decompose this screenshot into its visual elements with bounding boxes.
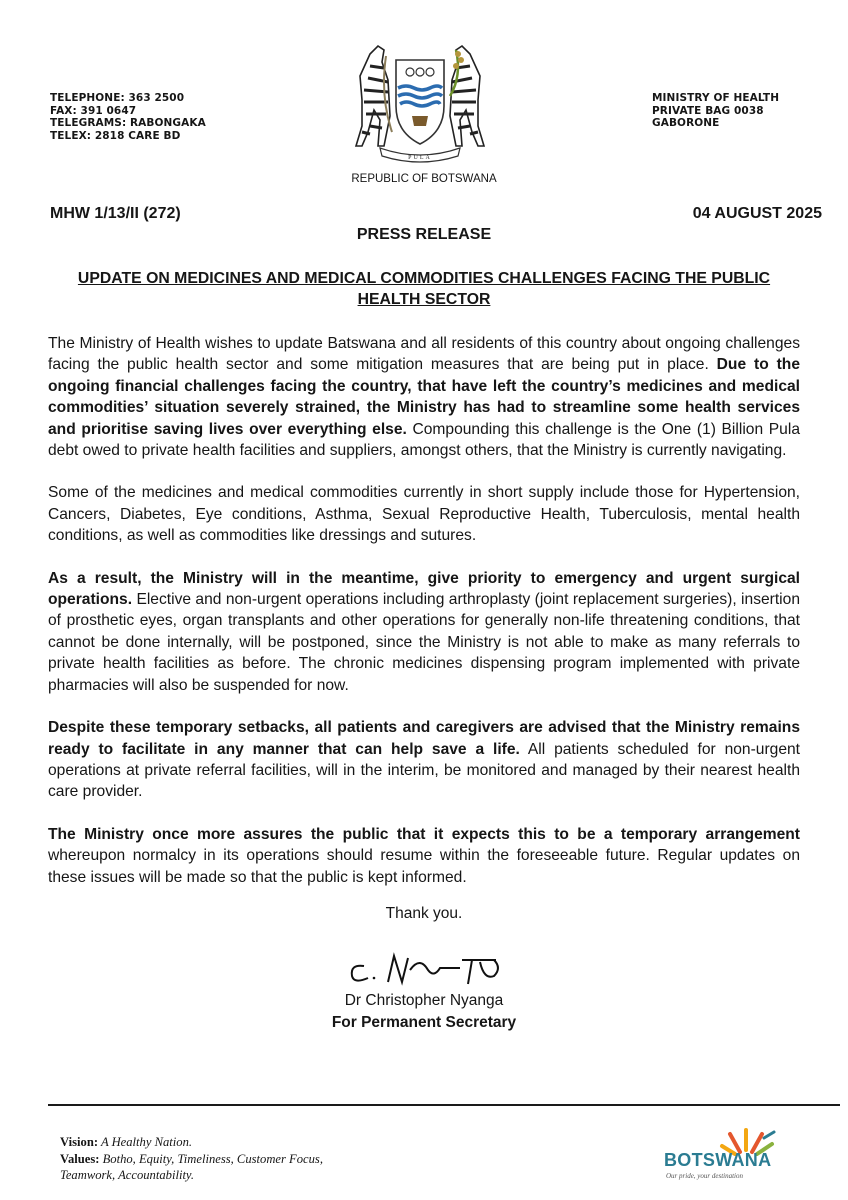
paragraph-5 xyxy=(48,824,800,888)
private-bag: PRIVATE BAG 0038 xyxy=(652,104,764,117)
vision-label: Vision: xyxy=(60,1135,99,1149)
paragraph-3 xyxy=(48,568,800,696)
paragraph-1-debt: Compounding this challenge is the One (1) Billion Pula debt owed to private health facilities and suppliers, amongst others, that the Ministry is currently navigating. xyxy=(48,420,800,460)
coat-of-arms-icon xyxy=(340,36,500,164)
press-release-heading: PRESS RELEASE xyxy=(356,226,492,243)
release-date: 04 AUGUST 2025 xyxy=(692,205,822,222)
republic-label: REPUBLIC OF BOTSWANA xyxy=(351,173,497,185)
paragraph-2-text: Some of the medicines and medical commodities currently in short supply include those for Hypertension, Cancers, Diabetes, Eye conditions, Asthma, Sexual Reproductive Health, Tuberculosis, mental health conditions, as well as commodities like dressings and sutures. xyxy=(48,484,800,545)
signatory-name: Dr Christopher Nyanga xyxy=(344,992,504,1009)
signatory-block xyxy=(0,990,848,1034)
right-zebra xyxy=(450,46,484,146)
contact-block xyxy=(50,92,206,142)
paragraph-4-emphasis: Despite these temporary setbacks, all patients and caregivers are advised that the Ministry remains ready to facilitate in any manner that can help save a life. xyxy=(48,719,800,758)
footer-vision-values xyxy=(60,1134,323,1184)
paragraph-1-intro: The Ministry of Health wishes to update Batswana and all residents of this country about ongoing challenges facing the public health sector and some mitigation measures that are being put in place. xyxy=(48,335,800,374)
paragraph-3-emphasis: As a result, the Ministry will in the meantime, give priority to emergency and urgent surgical operations. xyxy=(48,569,800,609)
telegrams: TELEGRAMS: RABONGAKA xyxy=(50,117,206,129)
telex: TELEX: 2818 CARE BD xyxy=(50,129,181,142)
values-text-line2: Teamwork, Accountability. xyxy=(60,1168,194,1182)
brand-tagline: Our pride, your destination xyxy=(666,1172,743,1180)
paragraph-4 xyxy=(48,717,800,803)
paragraph-5-emphasis: The Ministry once more assures the public that it expects this to be a temporary arrangement xyxy=(48,825,800,843)
botswana-brand-logo xyxy=(660,1126,810,1186)
values-text-line1: Botho, Equity, Timeliness, Customer Focus, xyxy=(102,1151,323,1166)
signature-icon xyxy=(344,948,514,992)
vision-text: A Healthy Nation. xyxy=(100,1135,193,1149)
paragraph-4-text: All patients scheduled for non-urgent operations at private referral facilities, will in the interim, be monitored and managed by their nearest health care provider. xyxy=(48,740,801,801)
document-title: UPDATE ON MEDICINES AND MEDICAL COMMODITIES CHALLENGES FACING THE PUBLIC HEALTH SECTOR xyxy=(77,270,771,308)
paragraph-1-emphasis: Due to the ongoing financial challenges facing the country, that have left the country’s medicines and medical commodities’ situation severely strained, the Ministry has had to streamline some health services and prioritise saving lives over everything else. xyxy=(48,356,800,438)
fax: FAX: 391 0647 xyxy=(50,104,137,117)
paragraph-3-text: Elective and non-urgent operations including arthroplasty (joint replacement surgeries), insertion of prosthetic eyes, organ transplants and other operations for generally non-life threatening conditions, that cannot be done internally, will be postponed, since the Ministry is not able to make as many referrals to private health facilities as before. The chronic medicines dispensing program implemented with private pharmacies will also be suspended for now. xyxy=(48,591,800,694)
brand-name: BOTSWANA xyxy=(664,1150,772,1170)
reference-number: MHW 1/13/II (272) xyxy=(50,205,181,222)
motto: PULA xyxy=(408,155,432,161)
telephone: TELEPHONE: 363 2500 xyxy=(50,92,185,104)
signatory-role: For Permanent Secretary xyxy=(331,1014,517,1031)
footer-divider xyxy=(48,1104,840,1106)
address-block xyxy=(652,92,779,130)
values-label: Values: xyxy=(60,1151,100,1166)
city: GABORONE xyxy=(652,117,720,129)
document-body xyxy=(48,333,800,909)
thank-you: Thank you. xyxy=(385,905,463,922)
paragraph-5-text: whereupon normalcy in its operations should resume within the foreseeable future. Regular updates on these issues will be made so that the public is kept informed. xyxy=(48,847,800,886)
paragraph-1 xyxy=(48,333,800,461)
ministry-name: MINISTRY OF HEALTH xyxy=(652,92,780,104)
paragraph-2 xyxy=(48,482,800,546)
